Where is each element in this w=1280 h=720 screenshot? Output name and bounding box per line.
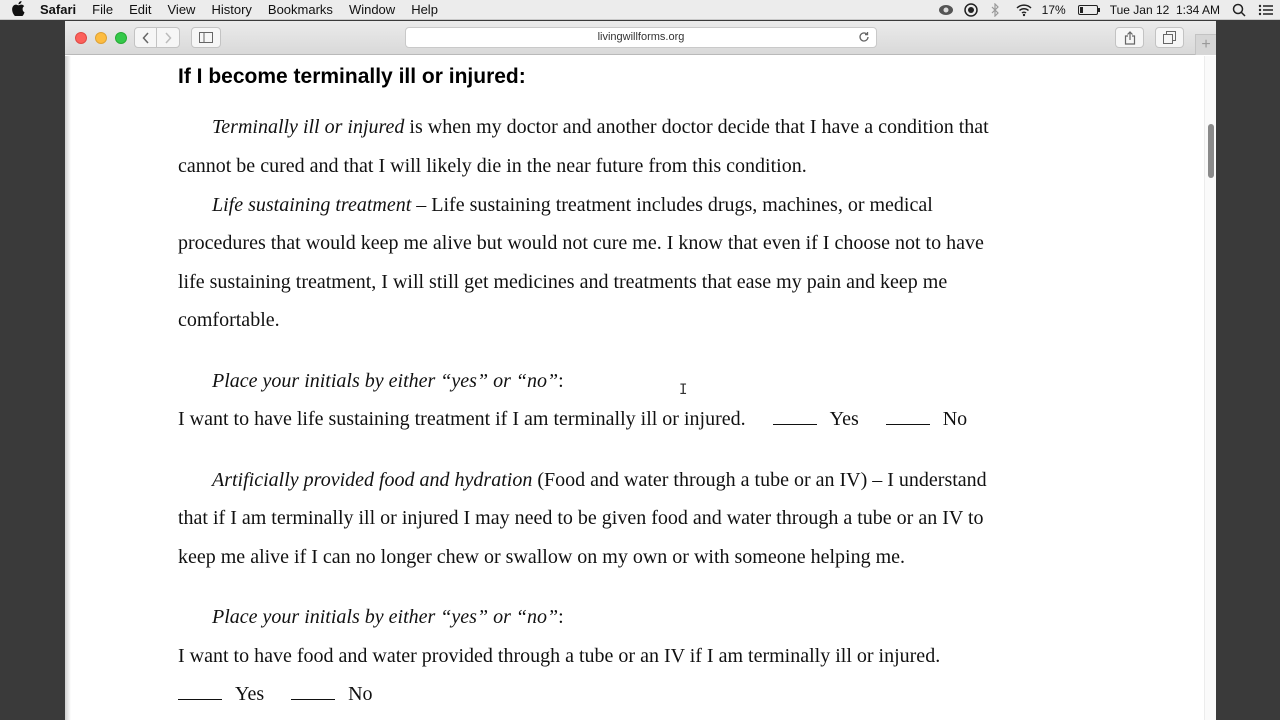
close-window-button[interactable] — [75, 32, 87, 44]
initials-prompt: Place your initials by either “yes” or “no”: — [212, 606, 564, 628]
minimize-window-button[interactable] — [95, 32, 107, 44]
no-label: No — [348, 683, 373, 705]
menu-bookmarks[interactable]: Bookmarks — [267, 1, 333, 17]
spotlight-search-icon[interactable] — [1232, 3, 1246, 17]
menu-help[interactable]: Help — [411, 1, 438, 17]
browser-toolbar — [65, 21, 1216, 55]
chevron-left-icon — [142, 32, 150, 44]
sidebar-icon — [199, 32, 213, 43]
paragraph-food-hydration: Artificially provided food and hydration (Food and water through a tube or an IV) – I understand — [212, 469, 987, 491]
initials-prompt: Place your initials by either “yes” or “no”: — [212, 370, 564, 392]
yes-label: Yes — [235, 683, 265, 705]
paragraph-line: that if I am terminally ill or injured I may need to be given food and water through a tube or an IV to — [178, 507, 984, 529]
share-icon — [1124, 31, 1136, 45]
paragraph-life-sustaining: Life sustaining treatment – Life sustaining treatment includes drugs, machines, or medical — [212, 194, 933, 216]
no-label: No — [942, 408, 968, 430]
paragraph-terminal-definition: Terminally ill or injured is when my doctor and another doctor decide that I have a condition that — [212, 116, 989, 138]
notification-center-icon[interactable] — [1258, 3, 1272, 17]
tabs-overview-icon — [1163, 31, 1176, 44]
browser-window — [65, 21, 1216, 720]
zoom-window-button[interactable] — [115, 32, 127, 44]
status-area — [938, 0, 1272, 20]
web-content — [65, 56, 1216, 720]
no-initials-blank[interactable] — [886, 409, 930, 425]
menu-app-safari[interactable]: Safari — [40, 1, 77, 17]
choice-food-hydration: I want to have food and water provided through a tube or an IV if I am terminally ill or injured. — [178, 645, 941, 667]
bluetooth-icon[interactable] — [990, 3, 1004, 17]
wifi-icon[interactable] — [1016, 3, 1030, 17]
share-button[interactable] — [1115, 27, 1144, 48]
battery-icon[interactable] — [1078, 5, 1098, 15]
address-bar[interactable] — [405, 27, 877, 48]
back-button[interactable] — [134, 27, 157, 48]
text-cursor-icon: I — [679, 382, 688, 398]
menu-file[interactable]: File — [92, 1, 114, 17]
apple-menu-icon[interactable] — [0, 1, 36, 19]
paragraph-line: keep me alive if I can no longer chew or swallow on my own or with someone helping me. — [178, 546, 906, 568]
battery-percent: 17% — [1041, 3, 1066, 17]
term-life-sustaining: Life sustaining treatment — [212, 194, 412, 216]
new-tab-button[interactable]: + — [1195, 34, 1216, 55]
paragraph-line: comfortable. — [178, 309, 280, 331]
no-initials-blank[interactable] — [291, 684, 335, 700]
chevron-right-icon — [164, 32, 172, 44]
yes-initials-blank[interactable] — [178, 684, 222, 700]
eye-icon[interactable] — [938, 3, 952, 17]
sidebar-toggle-button[interactable] — [191, 27, 221, 48]
menubar-clock[interactable]: Tue Jan 12 1:34 AM — [1109, 3, 1220, 17]
battery-fill — [1080, 7, 1083, 13]
record-icon[interactable] — [964, 3, 978, 17]
menu-history[interactable]: History — [211, 1, 252, 17]
forward-button[interactable] — [157, 27, 180, 48]
yes-initials-blank[interactable] — [773, 409, 817, 425]
menu-edit[interactable]: Edit — [129, 1, 152, 17]
menu-bar — [0, 0, 1280, 20]
vertical-scrollbar[interactable] — [1204, 56, 1216, 720]
term-terminally-ill: Terminally ill or injured — [212, 116, 405, 138]
address-url: livingwillforms.org — [597, 31, 685, 43]
yes-label: Yes — [829, 408, 859, 430]
paragraph-line: life sustaining treatment, I will still get medicines and treatments that ease my pain and keep me — [178, 271, 948, 293]
choice-life-sustaining: I want to have life sustaining treatment if I am terminally ill or injured. Yes No — [178, 408, 968, 430]
paragraph-line: cannot be cured and that I will likely die in the near future from this condition. — [178, 155, 807, 177]
section-heading: If I become terminally ill or injured: — [178, 65, 526, 88]
paragraph-line: procedures that would keep me alive but would not cure me. I know that even if I choose not to have — [178, 232, 984, 254]
choice-food-hydration-options — [178, 682, 373, 706]
show-tabs-button[interactable] — [1155, 27, 1184, 48]
menu-window[interactable]: Window — [348, 1, 396, 17]
reload-icon[interactable] — [858, 30, 870, 49]
scrollbar-thumb[interactable] — [1208, 124, 1214, 178]
menu-view[interactable]: View — [167, 1, 196, 17]
term-food-hydration: Artificially provided food and hydration — [212, 469, 533, 491]
